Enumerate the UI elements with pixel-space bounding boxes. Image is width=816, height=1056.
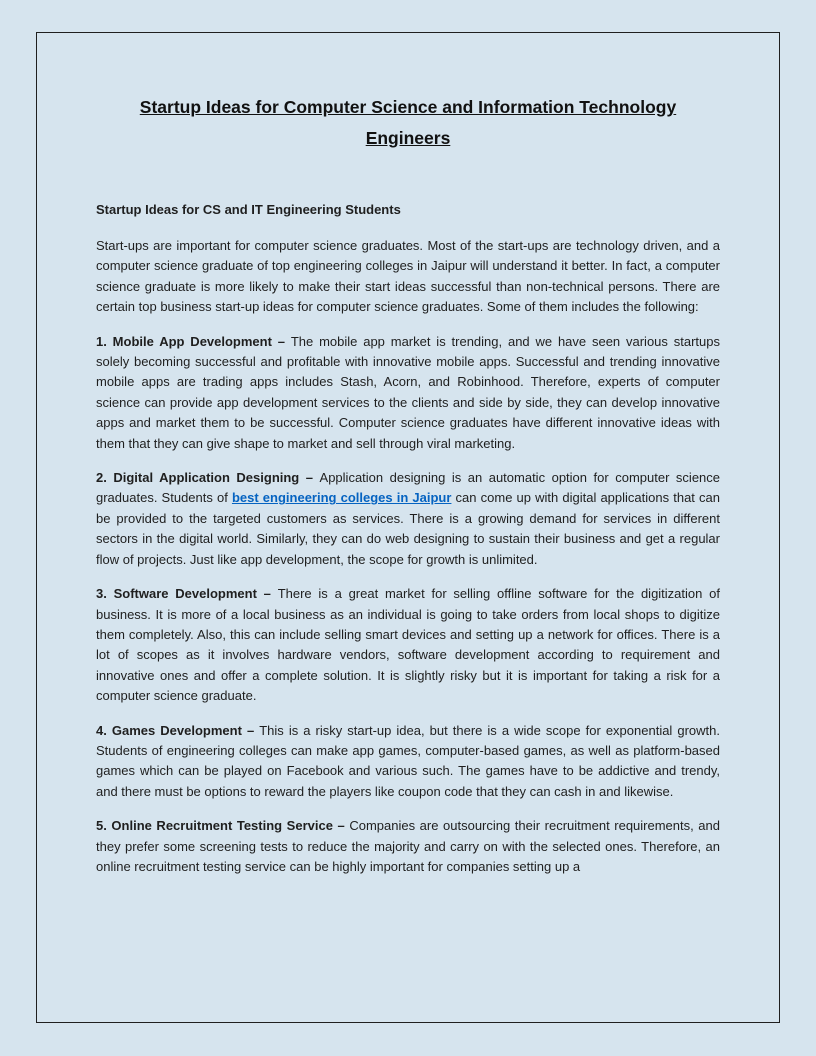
paragraph-games-development	[96, 721, 720, 803]
paragraph-text: Companies are outsourcing their recruitment requirements, and they prefer some screening tests to reduce the majority and carry on with the selected ones. Therefore, an online recruitment testing service can be highly important for companies setting up a	[96, 818, 720, 874]
section-heading: Startup Ideas for CS and IT Engineering Students	[96, 202, 401, 217]
paragraph-lead: 2. Digital Application Designing –	[96, 470, 320, 486]
paragraph-text: There is a great market for selling offline software for the digitization of business. It is more of a local business as an individual is going to take orders from local shops to digitize them completely. Also, this can include selling smart devices and setting up a network for offices. There is a lot of scopes as it involves hardware vendors, software development according to requirement and innovative ones and offer a complete solution. It is slightly risky but it is important for taking a risk for a computer science graduate.	[96, 586, 720, 704]
paragraph-lead: 1. Mobile App Development –	[96, 333, 291, 349]
paragraph-digital-application-designing	[96, 468, 720, 570]
paragraph-text: can come up with digital applications that can be provided to the targeted customers as services. There is a growing demand for services in different sectors in the digital world. Similarly, they can do web designing to sustain their business and get a regular flow of projects. Just like app development, the scope for growth is unlimited.	[96, 490, 720, 567]
link-best-engineering-colleges-in-jaipur[interactable]: best engineering colleges in Jaipur	[231, 490, 452, 506]
document-content	[96, 92, 720, 891]
paragraph-text: The mobile app market is trending, and we have seen various startups solely becoming successful and profitable with innovative mobile apps. Successful and trending innovative mobile apps are trading apps includes Stash, Acorn, and Robinhood. Therefore, experts of computer science can provide app development services to the clients and side by side, they can develop innovative apps and market them to be successful. Computer science graduates have different innovative ideas with them that they can give shape to market and sell through viral marketing.	[96, 333, 720, 451]
paragraph-lead: 4. Games Development –	[96, 722, 260, 738]
paragraph-lead: 3. Software Development –	[96, 586, 278, 602]
paragraph-software-development	[96, 584, 720, 706]
document-title: Startup Ideas for Computer Science and Information Technology Engineers	[139, 97, 677, 148]
paragraph-text: This is a risky start-up idea, but there is a wide scope for exponential growth. Students of engineering colleges can make app games, computer-based games, as well as platform-based games which can be played on Facebook and various such. The games have to be addictive and trendy, and there must be options to reward the players like coupon code that they can cash in and likewise.	[96, 722, 720, 799]
paragraph-online-recruitment-testing-service	[96, 816, 720, 877]
paragraph-lead: 5. Online Recruitment Testing Service –	[96, 818, 350, 834]
paragraph-mobile-app-development	[96, 332, 720, 454]
intro-paragraph: Start-ups are important for computer science graduates. Most of the start-ups are technology driven, and a computer science graduate of top engineering colleges in Jaipur will understand it better. In fact, a computer science graduate is more likely to make their start ideas successful than non-technical persons. There are certain top business start-up ideas for computer science graduates. Some of them includes the following:	[96, 238, 720, 315]
paragraph-text: Application designing is an automatic option for computer science graduates. Students of	[96, 470, 721, 506]
